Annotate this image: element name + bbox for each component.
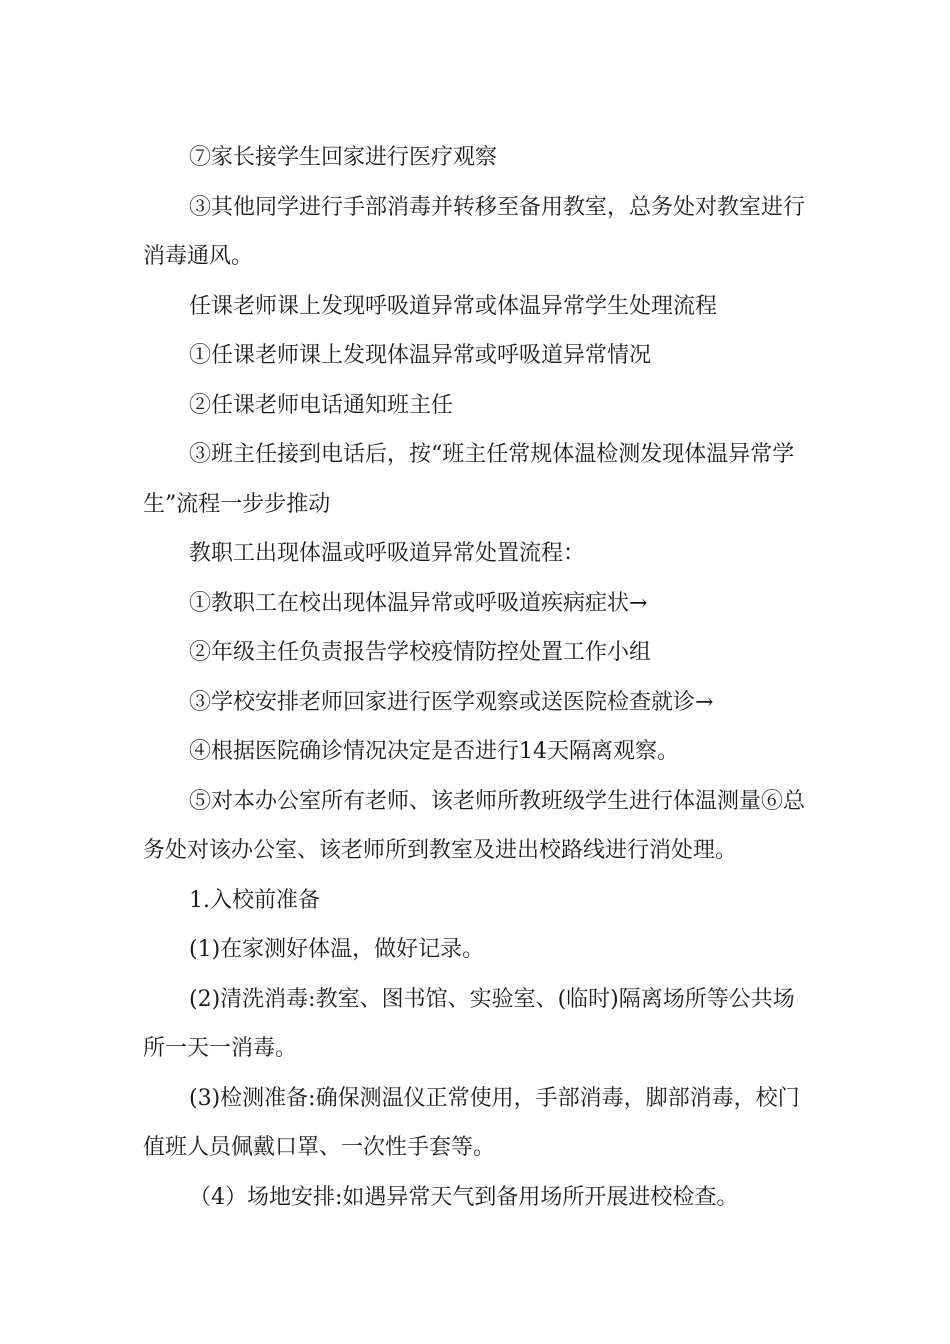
paragraph-teacher-step-2: ②任课老师电话通知班主任 [189, 392, 454, 418]
paragraph-staff-step-2: ②年级主任负责报告学校疫情防控处置工作小组 [189, 640, 652, 665]
paragraph-staff-step-3: ③学校安排老师回家进行医学观察或送医院检查就诊→ [189, 689, 714, 715]
paragraph-teacher-process-title: 任课老师课上发现呼吸道异常或体温异常学生处理流程 [189, 293, 718, 319]
paragraph-item-2: (2)清洗消毒:教室、图书馆、实验室、(临时)隔离场所等公共场所一天一消毒。 [143, 986, 795, 1061]
paragraph-staff-step-1: ①教职工在校出现体温异常或呼吸道疾病症状→ [189, 590, 648, 616]
paragraph-item-4: （4）场地安排:如遇异常天气到备用场所开展进校检查。 [189, 1184, 739, 1210]
paragraph-classroom-disinfection: ③其他同学进行手部消毒并转移至备用教室，总务处对教室进行消毒通风。 [143, 194, 806, 269]
paragraph-teacher-step-3: ③班主任接到电话后，按“班主任常规体温检测发现体温异常学生”流程一步步推动 [143, 442, 795, 517]
paragraph-section-entry-prep: 1.入校前准备 [189, 887, 320, 913]
paragraph-staff-step-5-6: ⑤对本办公室所有老师、该老师所教班级学生进行体温测量⑥总务处对该办公室、该老师所到教室及进出校路线进行消处理。 [143, 788, 806, 863]
paragraph-staff-step-4: ④根据医院确诊情况决定是否进行14天隔离观察。 [189, 739, 679, 764]
paragraph-item-3: (3)检测准备:确保测温仪正常使用，手部消毒，脚部消毒，校门值班人员佩戴口罩、一次性手套等。 [143, 1085, 800, 1160]
paragraph-item-1: (1)在家测好体温，做好记录。 [189, 937, 485, 962]
paragraph-home-observation: ⑦家长接学生回家进行医疗观察 [189, 145, 498, 170]
paragraph-staff-process-title: 教职工出现体温或呼吸道异常处置流程： [189, 541, 586, 566]
document-body [143, 133, 808, 1222]
paragraph-teacher-step-1: ①任课老师课上发现体温异常或呼吸道异常情况 [189, 343, 652, 368]
